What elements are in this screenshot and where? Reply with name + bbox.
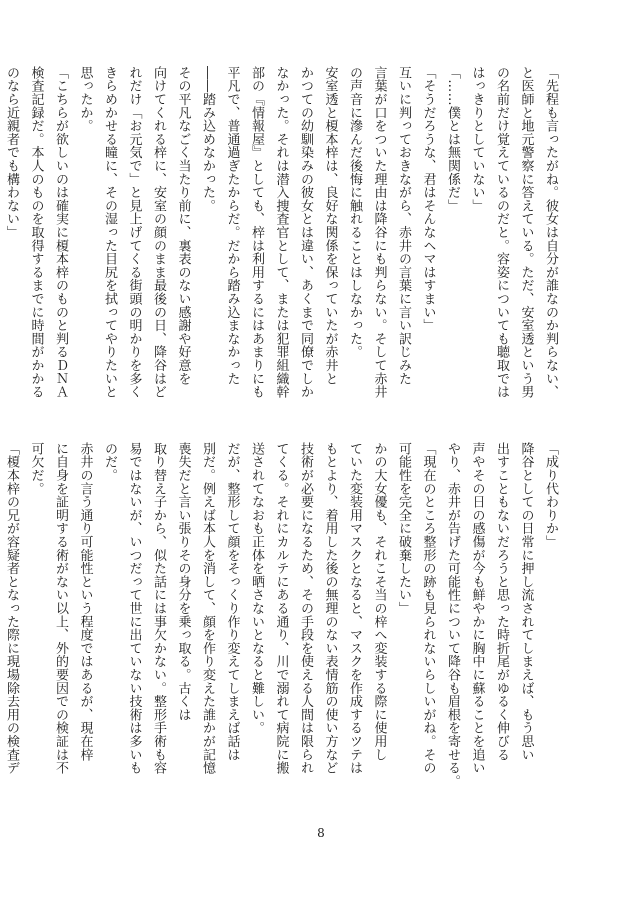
text-line: 「こちらが欲しいのは確実に榎本梓のものと判るＤＮＡ (53, 66, 68, 399)
text-line: 互いに判っておきながら、赤井の言葉に言い訳じみた (396, 66, 411, 386)
text-line: 検査記録だ。本人のものを取得するまでに時間がかかる (28, 66, 44, 399)
text-line: かつての幼馴染みの彼女とは違い、あくまで同僚でしか (298, 66, 313, 399)
text-line: 「……僕とは無関係だ」 (445, 66, 460, 213)
text-line: 「先程も言ったがね。彼女は自分が誰なのか判らない、 (543, 66, 558, 399)
text-line: 思ったか。 (77, 66, 93, 133)
text-line: 安室透と榎本梓は、良好な関係を保っていたが赤井と (322, 66, 338, 386)
text-line: 可欠だ。 (28, 442, 44, 496)
text-line: 赤井の言う通り可能性という程度ではあるが、現在梓 (77, 442, 93, 762)
page-number: 8 (317, 826, 325, 840)
text-line: に自身を証明する術がない以上、外的要因での検証は不 (53, 442, 68, 775)
text-line: 平凡で、普通過ぎたからだ。だから踏み込まなかった (224, 66, 240, 386)
text-line: 可能性を完全に破棄したい」 (396, 442, 411, 615)
text-line: 送されてなおも正体を晒さないとなると難しい。 (249, 442, 264, 735)
text-line: 「成り代わりか」 (543, 442, 558, 549)
text-line: 「そうだろうな、君はそんなヘマはすまい」 (420, 66, 436, 332)
text-line: なかった。それは潜入捜査官として、または犯罪組織幹 (273, 66, 289, 399)
lower-text-block (0, 442, 562, 788)
text-line: もとより、着用した後の無理のない表情筋の使い方など (322, 442, 338, 775)
text-line: と医師と地元警察に答えている。ただ、安室透という男 (518, 66, 534, 399)
text-line: かの大女優も、それこそ当の梓へ変装する際に使用し (371, 442, 387, 762)
text-line: きらめかせる瞳に、その湿った目尻を拭ってやりたいと (102, 66, 117, 399)
text-line: 喪失だと言い張りその身分を乗っ取る。古くは (175, 442, 191, 722)
text-line: はっきりとしていない」 (469, 66, 485, 213)
text-line: その平凡なごく当たり前に、裏表のない感謝や好意を (175, 66, 191, 386)
text-line: れだけ「お元気で」と見上げてくる街頭の明かりを多く (126, 66, 142, 399)
text-line: の名前だけ覚えているのだと。容姿についても聴取では (494, 66, 509, 399)
text-line: ていた変装用マスクとなると、マスクを作成するツテは (347, 442, 362, 775)
text-line: だが、整形して顔をそっくり作り変えてしまえば話は (224, 442, 240, 762)
text-line: ――踏み込めなかった。 (200, 66, 215, 213)
text-line: 降谷としての日常に押し流されてしまえば、もう思い (518, 442, 534, 762)
text-line: 「榎本梓の兄が容疑者となった際に現場除去用の検査デ (4, 442, 19, 775)
text-line: 出すこともないだろうと思った時折尾がゆるく伸びる (494, 442, 509, 762)
text-line: 別だ。例えば本人を消して、顔を作り変えた誰かが記憶 (200, 442, 215, 775)
text-line: のなら近親者でも構わない」 (4, 66, 19, 239)
text-line: 声やその日の感傷が今も鮮やかに胸中に蘇ることを追い (469, 442, 485, 775)
text-line: 技術が必要になるため、その手段を使える人間は限られ (298, 442, 313, 775)
text-line: の声音に滲んだ後悔に触れることはしなかった。 (347, 66, 362, 359)
text-line: やり、赤井が告げた可能性について降谷も眉根を寄せる。 (445, 442, 460, 788)
text-line: てくる。それにカルテにある通り、川で溺れて病院に搬 (273, 442, 289, 775)
text-line: 部の『情報屋』としても、梓は利用するにはあまりにも (249, 66, 264, 399)
upper-text-block (0, 66, 562, 399)
text-line: 取り替え子から、似た話には事欠かない。整形手術も容 (151, 442, 166, 775)
text-line: のだ。 (102, 442, 117, 482)
text-line: 言葉が口をついた理由は降谷にも判らない。そして赤井 (371, 66, 387, 399)
text-line: 「現在のところ整形の跡も見られないらしいがね。その (420, 442, 436, 775)
text-line: 向けてくれる梓に、安室の顔のまま最後の日、降谷はど (151, 66, 166, 399)
text-line: 易ではないが、いつだって世に出ていない技術は多いも (126, 442, 142, 775)
